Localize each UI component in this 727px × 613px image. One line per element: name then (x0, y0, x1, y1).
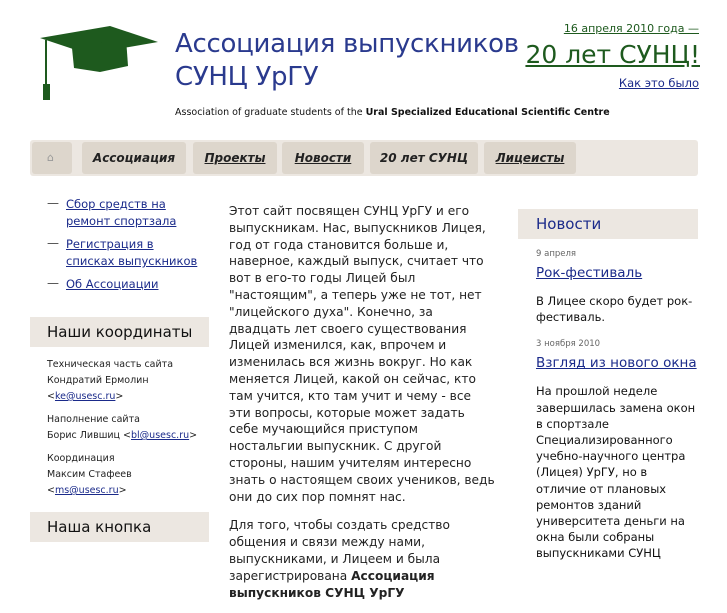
main-nav (30, 140, 698, 176)
bracket: < (47, 485, 55, 496)
dash-icon: — (47, 196, 59, 210)
news-list (536, 249, 696, 576)
news-heading[interactable]: Новости (518, 209, 698, 239)
tab-label: 20 лет СУНЦ (379, 151, 469, 165)
menu-item-label: Об Ассоциации (66, 277, 159, 291)
contact-group (47, 357, 222, 405)
coordinates-list (47, 357, 222, 506)
menu-item-label: Сбор средств на (66, 197, 166, 211)
bracket: < (47, 391, 55, 402)
menu-item-label: списках выпускников (66, 254, 198, 268)
contact-name: Максим Стафеев (47, 469, 132, 480)
paragraph-bold: Ассоциация выпускников СУНЦ УрГУ (229, 568, 435, 600)
menu-item-label: ремонт спортзала (66, 214, 177, 228)
left-menu-item-fundraising[interactable] (47, 196, 217, 230)
site-title-line2: СУНЦ УрГУ (175, 62, 319, 92)
intro-paragraph: Этот сайт посвящен СУНЦ УрГУ и его выпускникам. Нас, выпускников Лицея, год от года становится больше и, наверное, каждый выпуск, считает что вот в его-то годы Лицей был "настоящим", а теперь уже не тот, нет "лицейского духа". Конечно, за двадцать лет своего существования Лицей изменился, как, впрочем и изменилась вся жизнь вокруг. Но как меняется Лицей, какой он сейчас, кто там учится, кто там учит и чему - все эти вопросы, которые может задать себе мучающийся приступом ностальгии выпускник. С другой стороны, нашим учителям интересно знать о настоящем своих учеников, ведь они до сих пор помнят нас. (229, 204, 495, 504)
coordinates-heading: Наши координаты (30, 317, 209, 347)
home-icon: ⌂ (47, 151, 54, 164)
left-menu-item-about[interactable] (47, 276, 217, 293)
contact-email-link[interactable]: ms@usesc.ru (54, 485, 119, 496)
association-paragraph (229, 517, 495, 601)
news-date: 3 ноября 2010 (536, 339, 601, 350)
site-subtitle (175, 107, 610, 118)
contact-role: Техническая часть сайта (47, 359, 174, 370)
contact-role: Координация (47, 453, 115, 464)
site-title (175, 28, 519, 94)
nav-home-button[interactable] (32, 142, 72, 174)
site-title-line1: Ассоциация выпускников (175, 29, 519, 59)
contact-role: Наполнение сайта (47, 414, 140, 425)
news-text: На прошлой неделе завершилась замена окон в спортзале Специализированного учебно-научного центра (Лицея) УрГУ, но в отличие от плановых ремонтов зданий университета деньги на окна были собраны выпускниками СУНЦ (536, 384, 696, 561)
contact-group (47, 412, 222, 444)
graduation-cap-icon (38, 26, 160, 104)
news-title-link[interactable]: Взгляд из нового окна (536, 355, 697, 372)
news-text: В Лицее скоро будет рок-фестиваль. (536, 294, 693, 325)
tab-label: Лицеисты (495, 151, 565, 165)
dash-icon: — (47, 276, 59, 290)
left-menu (47, 196, 217, 299)
bracket: > (118, 485, 127, 496)
news-item (536, 339, 696, 561)
tab-association[interactable] (82, 142, 186, 174)
menu-item-label: Регистрация в (66, 237, 154, 251)
contact-group (47, 451, 222, 499)
paragraph-text: Для того, чтобы создать средство общения и связи между нами, выпускниками, и Лицеем и была зарегистрирована (229, 518, 450, 583)
tab-20-years[interactable] (370, 142, 478, 174)
announcement-date-link[interactable]: 16 апреля 2010 года — (563, 22, 699, 35)
contact-email-link[interactable]: ke@usesc.ru (54, 391, 116, 402)
left-menu-item-registration[interactable] (47, 236, 217, 270)
subtitle-prefix: Association of graduate students of the (175, 107, 366, 118)
bracket: > (189, 430, 198, 441)
news-item (536, 249, 696, 325)
tab-label: Ассоциация (92, 151, 176, 165)
tab-projects[interactable] (193, 142, 277, 174)
main-content (229, 203, 495, 613)
news-title-link[interactable]: Рок-фестиваль (536, 265, 643, 281)
tab-news[interactable] (282, 142, 364, 174)
tab-label: Новости (294, 151, 352, 165)
contact-email-link[interactable]: bl@usesc.ru (131, 430, 190, 441)
news-date: 9 апреля (536, 249, 577, 259)
announcement-headline-link[interactable]: 20 лет СУНЦ! (525, 40, 700, 69)
how-it-was-link[interactable]: Как это было (618, 76, 699, 90)
subtitle-bold: Ural Specialized Educational Scientific Centre (365, 107, 610, 118)
tab-label: Проекты (204, 151, 266, 165)
dash-icon: — (47, 236, 59, 250)
tab-lyceum-students[interactable] (484, 142, 576, 174)
our-button-heading: Наша кнопка (30, 512, 209, 542)
contact-name: Кондратий Ермолин (47, 375, 149, 386)
contact-name: Борис Лившиц < (47, 430, 132, 441)
bracket: > (115, 391, 124, 402)
